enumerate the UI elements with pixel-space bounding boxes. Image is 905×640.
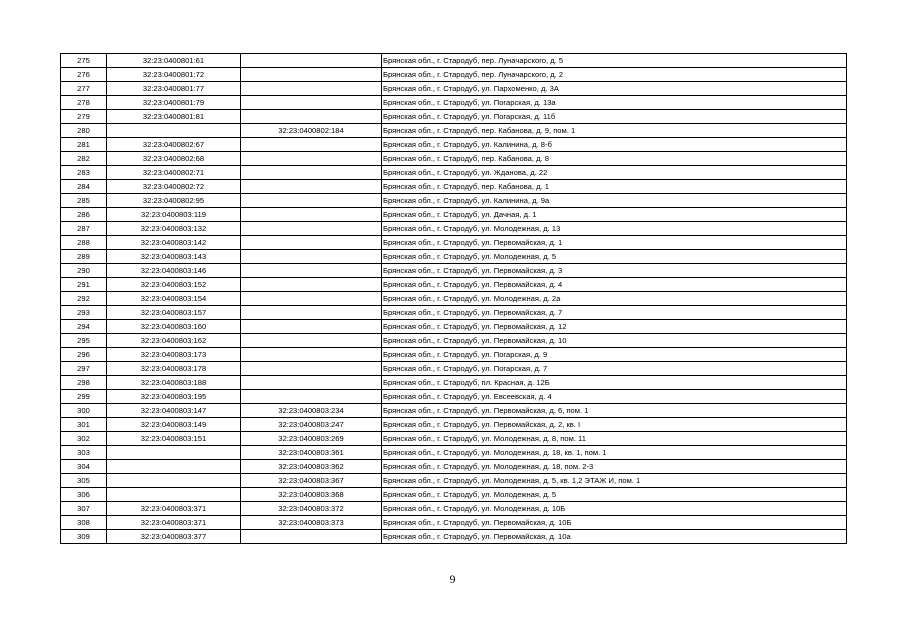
address-cell: Брянская обл., г. Стародуб, пер. Кабанова, д. 8 <box>382 152 847 166</box>
row-number-cell: 307 <box>61 502 107 516</box>
table-row <box>61 138 847 152</box>
address-cell: Брянская обл., г. Стародуб, ул. Молодежная, д. 5 <box>382 488 847 502</box>
cadastral-number-cell: 32:23:0400803:371 <box>107 516 241 530</box>
address-cell: Брянская обл., г. Стародуб, ул. Первомайская, д. 4 <box>382 278 847 292</box>
address-cell: Брянская обл., г. Стародуб, пер. Луначарского, д. 2 <box>382 68 847 82</box>
table-row <box>61 166 847 180</box>
table-row <box>61 278 847 292</box>
cadastral-number-cell: 32:23:0400802:72 <box>107 180 241 194</box>
row-number-cell: 304 <box>61 460 107 474</box>
cadastral-number-cell: 32:23:0400802:67 <box>107 138 241 152</box>
cadastral-number-cell: 32:23:0400803:132 <box>107 222 241 236</box>
address-cell: Брянская обл., г. Стародуб, ул. Первомайская, д. 6, пом. 1 <box>382 404 847 418</box>
table-row <box>61 516 847 530</box>
table-row <box>61 292 847 306</box>
cadastral-number-cell: 32:23:0400801:72 <box>107 68 241 82</box>
room-cadastral-number-cell <box>241 278 382 292</box>
room-cadastral-number-cell <box>241 208 382 222</box>
table-row <box>61 432 847 446</box>
address-cell: Брянская обл., г. Стародуб, ул. Первомайская, д. 3 <box>382 264 847 278</box>
room-cadastral-number-cell <box>241 348 382 362</box>
table-row <box>61 362 847 376</box>
cadastral-number-cell: 32:23:0400803:178 <box>107 362 241 376</box>
table-row <box>61 250 847 264</box>
row-number-cell: 287 <box>61 222 107 236</box>
cadastral-number-cell <box>107 488 241 502</box>
cadastral-number-cell: 32:23:0400803:152 <box>107 278 241 292</box>
row-number-cell: 277 <box>61 82 107 96</box>
row-number-cell: 285 <box>61 194 107 208</box>
address-cell: Брянская обл., г. Стародуб, пер. Кабанова, д. 9, пом. 1 <box>382 124 847 138</box>
row-number-cell: 296 <box>61 348 107 362</box>
address-cell: Брянская обл., г. Стародуб, ул. Молодежная, д. 8, пом. 11 <box>382 432 847 446</box>
room-cadastral-number-cell <box>241 166 382 180</box>
row-number-cell: 286 <box>61 208 107 222</box>
table-row <box>61 348 847 362</box>
row-number-cell: 282 <box>61 152 107 166</box>
address-cell: Брянская обл., г. Стародуб, ул. Дачная, д. 1 <box>382 208 847 222</box>
page-number: 9 <box>449 572 456 586</box>
row-number-cell: 305 <box>61 474 107 488</box>
table-row <box>61 96 847 110</box>
cadastral-number-cell: 32:23:0400803:147 <box>107 404 241 418</box>
room-cadastral-number-cell <box>241 180 382 194</box>
room-cadastral-number-cell: 32:23:0400803:234 <box>241 404 382 418</box>
cadastral-number-cell <box>107 446 241 460</box>
address-cell: Брянская обл., г. Стародуб, ул. Молодежная, д. 2а <box>382 292 847 306</box>
cadastral-number-cell: 32:23:0400803:195 <box>107 390 241 404</box>
room-cadastral-number-cell <box>241 306 382 320</box>
row-number-cell: 289 <box>61 250 107 264</box>
table-row <box>61 306 847 320</box>
table-row <box>61 152 847 166</box>
cadastral-number-cell: 32:23:0400803:143 <box>107 250 241 264</box>
room-cadastral-number-cell <box>241 362 382 376</box>
cadastral-number-cell: 32:23:0400803:371 <box>107 502 241 516</box>
row-number-cell: 288 <box>61 236 107 250</box>
room-cadastral-number-cell <box>241 152 382 166</box>
row-number-cell: 290 <box>61 264 107 278</box>
address-cell: Брянская обл., г. Стародуб, ул. Погарская, д. 13а <box>382 96 847 110</box>
table-row <box>61 124 847 138</box>
room-cadastral-number-cell: 32:23:0400803:362 <box>241 460 382 474</box>
cadastral-number-cell <box>107 124 241 138</box>
cadastral-number-cell: 32:23:0400803:146 <box>107 264 241 278</box>
address-cell: Брянская обл., г. Стародуб, ул. Молодежная, д. 18, кв. 1, пом. 1 <box>382 446 847 460</box>
table-row <box>61 264 847 278</box>
table-row <box>61 418 847 432</box>
row-number-cell: 280 <box>61 124 107 138</box>
table-row <box>61 68 847 82</box>
cadastral-number-cell: 32:23:0400803:154 <box>107 292 241 306</box>
row-number-cell: 275 <box>61 54 107 68</box>
cadastral-number-cell: 32:23:0400803:188 <box>107 376 241 390</box>
row-number-cell: 306 <box>61 488 107 502</box>
cadastral-table-body <box>61 54 847 544</box>
cadastral-number-cell: 32:23:0400801:81 <box>107 110 241 124</box>
cadastral-number-cell: 32:23:0400803:173 <box>107 348 241 362</box>
cadastral-number-cell: 32:23:0400803:119 <box>107 208 241 222</box>
table-row <box>61 222 847 236</box>
cadastral-number-cell: 32:23:0400803:377 <box>107 530 241 544</box>
room-cadastral-number-cell <box>241 390 382 404</box>
table-row <box>61 334 847 348</box>
address-cell: Брянская обл., г. Стародуб, ул. Погарская, д. 9 <box>382 348 847 362</box>
row-number-cell: 309 <box>61 530 107 544</box>
row-number-cell: 299 <box>61 390 107 404</box>
room-cadastral-number-cell <box>241 110 382 124</box>
address-cell: Брянская обл., г. Стародуб, ул. Молодежная, д. 18, пом. 2-3 <box>382 460 847 474</box>
address-cell: Брянская обл., г. Стародуб, ул. Погарская, д. 11б <box>382 110 847 124</box>
table-row <box>61 530 847 544</box>
room-cadastral-number-cell <box>241 222 382 236</box>
row-number-cell: 279 <box>61 110 107 124</box>
room-cadastral-number-cell <box>241 138 382 152</box>
row-number-cell: 298 <box>61 376 107 390</box>
room-cadastral-number-cell <box>241 194 382 208</box>
address-cell: Брянская обл., г. Стародуб, ул. Евсеевская, д. 4 <box>382 390 847 404</box>
row-number-cell: 294 <box>61 320 107 334</box>
address-cell: Брянская обл., г. Стародуб, ул. Молодежная, д. 5, кв. 1,2 ЭТАЖ И, пом. 1 <box>382 474 847 488</box>
address-cell: Брянская обл., г. Стародуб, ул. Молодежная, д. 10Б <box>382 502 847 516</box>
table-row <box>61 194 847 208</box>
room-cadastral-number-cell <box>241 292 382 306</box>
address-cell: Брянская обл., г. Стародуб, ул. Пархоменко, д. 3А <box>382 82 847 96</box>
room-cadastral-number-cell <box>241 236 382 250</box>
cadastral-number-cell: 32:23:0400802:95 <box>107 194 241 208</box>
room-cadastral-number-cell: 32:23:0400803:373 <box>241 516 382 530</box>
row-number-cell: 300 <box>61 404 107 418</box>
row-number-cell: 301 <box>61 418 107 432</box>
room-cadastral-number-cell: 32:23:0400803:269 <box>241 432 382 446</box>
cadastral-number-cell: 32:23:0400803:157 <box>107 306 241 320</box>
room-cadastral-number-cell <box>241 68 382 82</box>
cadastral-number-cell: 32:23:0400803:162 <box>107 334 241 348</box>
cadastral-number-cell: 32:23:0400803:142 <box>107 236 241 250</box>
table-row <box>61 460 847 474</box>
room-cadastral-number-cell <box>241 54 382 68</box>
address-cell: Брянская обл., г. Стародуб, ул. Первомайская, д. 10а <box>382 530 847 544</box>
address-cell: Брянская обл., г. Стародуб, ул. Жданова, д. 22 <box>382 166 847 180</box>
room-cadastral-number-cell <box>241 530 382 544</box>
cadastral-number-cell: 32:23:0400803:149 <box>107 418 241 432</box>
room-cadastral-number-cell <box>241 96 382 110</box>
cadastral-number-cell: 32:23:0400803:151 <box>107 432 241 446</box>
room-cadastral-number-cell <box>241 376 382 390</box>
table-row <box>61 376 847 390</box>
address-cell: Брянская обл., г. Стародуб, пл. Красная, д. 12Б <box>382 376 847 390</box>
room-cadastral-number-cell <box>241 250 382 264</box>
address-cell: Брянская обл., г. Стародуб, ул. Калинина, д. 8-б <box>382 138 847 152</box>
address-cell: Брянская обл., г. Стародуб, ул. Погарская, д. 7 <box>382 362 847 376</box>
cadastral-number-cell: 32:23:0400801:61 <box>107 54 241 68</box>
table-row <box>61 320 847 334</box>
address-cell: Брянская обл., г. Стародуб, пер. Кабанова, д. 1 <box>382 180 847 194</box>
row-number-cell: 278 <box>61 96 107 110</box>
room-cadastral-number-cell: 32:23:0400803:361 <box>241 446 382 460</box>
address-cell: Брянская обл., г. Стародуб, ул. Первомайская, д. 7 <box>382 306 847 320</box>
address-cell: Брянская обл., г. Стародуб, ул. Калинина, д. 9а <box>382 194 847 208</box>
table-row <box>61 110 847 124</box>
address-cell: Брянская обл., г. Стародуб, пер. Луначарского, д. 5 <box>382 54 847 68</box>
row-number-cell: 292 <box>61 292 107 306</box>
table-row <box>61 54 847 68</box>
room-cadastral-number-cell: 32:23:0400803:372 <box>241 502 382 516</box>
row-number-cell: 284 <box>61 180 107 194</box>
cadastral-number-cell: 32:23:0400803:160 <box>107 320 241 334</box>
table-row <box>61 502 847 516</box>
address-cell: Брянская обл., г. Стародуб, ул. Первомайская, д. 12 <box>382 320 847 334</box>
row-number-cell: 281 <box>61 138 107 152</box>
table-row <box>61 236 847 250</box>
room-cadastral-number-cell <box>241 264 382 278</box>
room-cadastral-number-cell: 32:23:0400803:367 <box>241 474 382 488</box>
table-row <box>61 82 847 96</box>
row-number-cell: 302 <box>61 432 107 446</box>
table-row <box>61 446 847 460</box>
address-cell: Брянская обл., г. Стародуб, ул. Первомайская, д. 1 <box>382 236 847 250</box>
table-row <box>61 474 847 488</box>
room-cadastral-number-cell <box>241 82 382 96</box>
address-cell: Брянская обл., г. Стародуб, ул. Молодежная, д. 13 <box>382 222 847 236</box>
table-row <box>61 488 847 502</box>
address-cell: Брянская обл., г. Стародуб, ул. Первомайская, д. 10 <box>382 334 847 348</box>
row-number-cell: 276 <box>61 68 107 82</box>
row-number-cell: 303 <box>61 446 107 460</box>
row-number-cell: 293 <box>61 306 107 320</box>
table-row <box>61 208 847 222</box>
table-row <box>61 404 847 418</box>
cadastral-number-cell: 32:23:0400802:68 <box>107 152 241 166</box>
address-cell: Брянская обл., г. Стародуб, ул. Первомайская, д. 10Б <box>382 516 847 530</box>
row-number-cell: 283 <box>61 166 107 180</box>
cadastral-number-cell: 32:23:0400802:71 <box>107 166 241 180</box>
table-row <box>61 390 847 404</box>
row-number-cell: 295 <box>61 334 107 348</box>
room-cadastral-number-cell: 32:23:0400803:368 <box>241 488 382 502</box>
row-number-cell: 308 <box>61 516 107 530</box>
row-number-cell: 297 <box>61 362 107 376</box>
cadastral-number-cell: 32:23:0400801:77 <box>107 82 241 96</box>
cadastral-number-cell <box>107 474 241 488</box>
address-cell: Брянская обл., г. Стародуб, ул. Первомайская, д. 2, кв. I <box>382 418 847 432</box>
cadastral-number-cell: 32:23:0400801:79 <box>107 96 241 110</box>
table-row <box>61 180 847 194</box>
cadastral-table <box>60 53 847 544</box>
cadastral-number-cell <box>107 460 241 474</box>
room-cadastral-number-cell <box>241 334 382 348</box>
room-cadastral-number-cell <box>241 320 382 334</box>
address-cell: Брянская обл., г. Стародуб, ул. Молодежная, д. 5 <box>382 250 847 264</box>
room-cadastral-number-cell: 32:23:0400802:184 <box>241 124 382 138</box>
row-number-cell: 291 <box>61 278 107 292</box>
room-cadastral-number-cell: 32:23:0400803:247 <box>241 418 382 432</box>
